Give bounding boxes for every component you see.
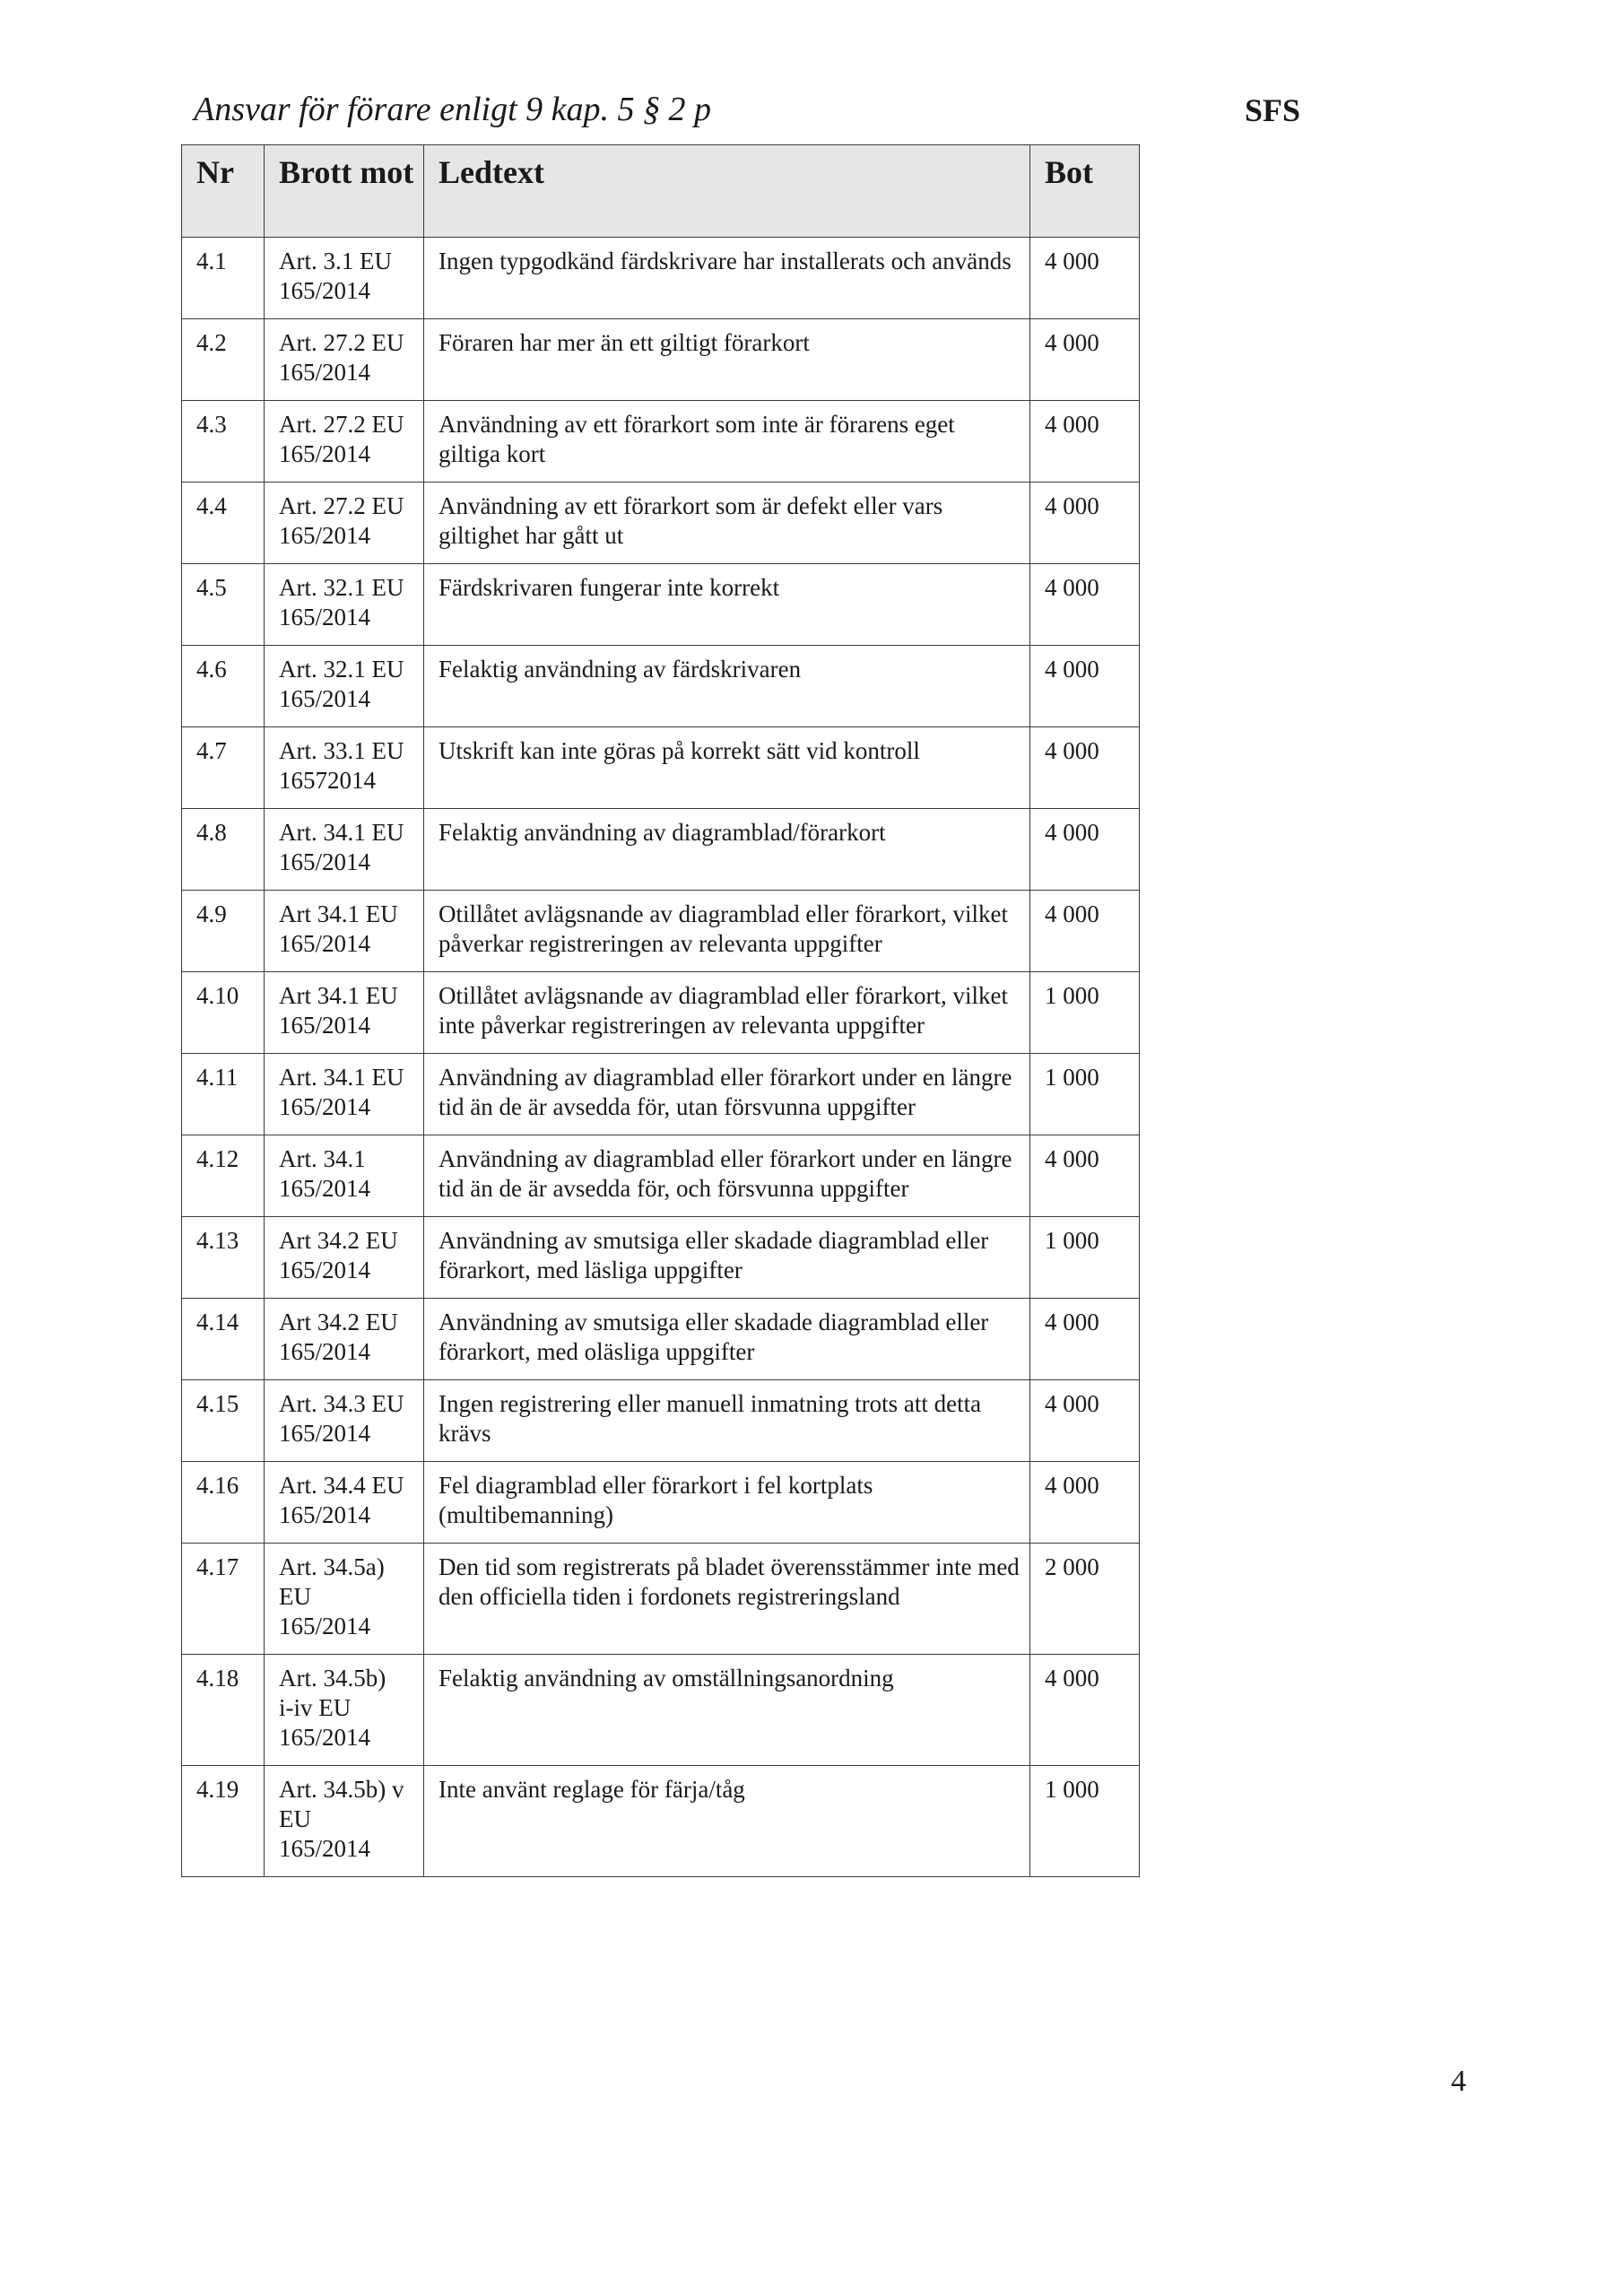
cell-ledtext: Användning av diagramblad eller förarkort under en längre tid än de är avsedda för, och försvunna uppgifter xyxy=(424,1135,1030,1217)
cell-nr: 4.19 xyxy=(182,1766,265,1877)
page-heading: Ansvar för förare enligt 9 kap. 5 § 2 p xyxy=(194,91,711,128)
cell-nr: 4.11 xyxy=(182,1054,265,1135)
cell-ledtext: Felaktig användning av omställningsanordning xyxy=(424,1655,1030,1766)
table-row xyxy=(182,238,1140,319)
cell-ledtext: Användning av smutsiga eller skadade diagramblad eller förarkort, med oläsliga uppgifter xyxy=(424,1299,1030,1380)
cell-brott: Art. 34.1 165/2014 xyxy=(265,1135,424,1217)
cell-ledtext: Inte använt reglage för färja/tåg xyxy=(424,1766,1030,1877)
cell-brott: Art 34.1 EU 165/2014 xyxy=(265,891,424,972)
cell-brott: Art. 34.4 EU 165/2014 xyxy=(265,1462,424,1544)
cell-ledtext: Fel diagramblad eller förarkort i fel kortplats (multibemanning) xyxy=(424,1462,1030,1544)
cell-ledtext: Felaktig användning av diagramblad/förarkort xyxy=(424,809,1030,891)
cell-bot: 4 000 xyxy=(1030,1462,1140,1544)
cell-nr: 4.13 xyxy=(182,1217,265,1299)
table-row xyxy=(182,401,1140,483)
table-row xyxy=(182,1462,1140,1544)
cell-bot: 4 000 xyxy=(1030,1655,1140,1766)
cell-nr: 4.3 xyxy=(182,401,265,483)
cell-nr: 4.10 xyxy=(182,972,265,1054)
cell-ledtext: Användning av diagramblad eller förarkort under en längre tid än de är avsedda för, utan försvunna uppgifter xyxy=(424,1054,1030,1135)
cell-bot: 4 000 xyxy=(1030,1380,1140,1462)
cell-brott: Art. 34.3 EU 165/2014 xyxy=(265,1380,424,1462)
cell-bot: 4 000 xyxy=(1030,727,1140,809)
cell-brott: Art 34.2 EU 165/2014 xyxy=(265,1217,424,1299)
cell-brott: Art. 34.5b) v EU 165/2014 xyxy=(265,1766,424,1877)
cell-nr: 4.5 xyxy=(182,564,265,646)
cell-nr: 4.6 xyxy=(182,646,265,727)
table-row xyxy=(182,891,1140,972)
column-header-bot: Bot xyxy=(1030,145,1140,238)
cell-nr: 4.7 xyxy=(182,727,265,809)
table-row xyxy=(182,564,1140,646)
cell-ledtext: Ingen registrering eller manuell inmatning trots att detta krävs xyxy=(424,1380,1030,1462)
cell-bot: 4 000 xyxy=(1030,401,1140,483)
cell-bot: 4 000 xyxy=(1030,483,1140,564)
cell-nr: 4.4 xyxy=(182,483,265,564)
table-row xyxy=(182,1766,1140,1877)
column-header-ledtext: Ledtext xyxy=(424,145,1030,238)
cell-ledtext: Användning av smutsiga eller skadade diagramblad eller förarkort, med läsliga uppgifter xyxy=(424,1217,1030,1299)
cell-nr: 4.14 xyxy=(182,1299,265,1380)
table-row xyxy=(182,809,1140,891)
cell-brott: Art. 33.1 EU 16572014 xyxy=(265,727,424,809)
cell-ledtext: Otillåtet avlägsnande av diagramblad eller förarkort, vilket påverkar registreringen av relevanta uppgifter xyxy=(424,891,1030,972)
table-row xyxy=(182,1054,1140,1135)
cell-nr: 4.16 xyxy=(182,1462,265,1544)
cell-bot: 2 000 xyxy=(1030,1544,1140,1655)
cell-ledtext: Den tid som registrerats på bladet överensstämmer inte med den officiella tiden i fordonets registreringsland xyxy=(424,1544,1030,1655)
cell-bot: 4 000 xyxy=(1030,1299,1140,1380)
cell-brott: Art. 34.1 EU 165/2014 xyxy=(265,809,424,891)
fines-table xyxy=(181,144,1140,1877)
table-row xyxy=(182,1544,1140,1655)
table-row xyxy=(182,646,1140,727)
table-row xyxy=(182,1655,1140,1766)
table-row xyxy=(182,1299,1140,1380)
cell-bot: 4 000 xyxy=(1030,891,1140,972)
table-row xyxy=(182,972,1140,1054)
cell-nr: 4.2 xyxy=(182,319,265,401)
cell-brott: Art. 32.1 EU 165/2014 xyxy=(265,646,424,727)
cell-nr: 4.8 xyxy=(182,809,265,891)
cell-ledtext: Felaktig användning av färdskrivaren xyxy=(424,646,1030,727)
cell-nr: 4.18 xyxy=(182,1655,265,1766)
table-header-row xyxy=(182,145,1140,238)
cell-bot: 1 000 xyxy=(1030,1766,1140,1877)
cell-brott: Art 34.2 EU 165/2014 xyxy=(265,1299,424,1380)
cell-brott: Art. 27.2 EU 165/2014 xyxy=(265,483,424,564)
cell-brott: Art 34.1 EU 165/2014 xyxy=(265,972,424,1054)
cell-nr: 4.12 xyxy=(182,1135,265,1217)
cell-bot: 1 000 xyxy=(1030,972,1140,1054)
cell-ledtext: Utskrift kan inte göras på korrekt sätt vid kontroll xyxy=(424,727,1030,809)
table-row xyxy=(182,727,1140,809)
column-header-brott-mot: Brott mot xyxy=(265,145,424,238)
cell-nr: 4.17 xyxy=(182,1544,265,1655)
cell-bot: 4 000 xyxy=(1030,319,1140,401)
column-header-nr: Nr xyxy=(182,145,265,238)
cell-bot: 1 000 xyxy=(1030,1054,1140,1135)
cell-brott: Art. 34.1 EU 165/2014 xyxy=(265,1054,424,1135)
cell-nr: 4.9 xyxy=(182,891,265,972)
cell-ledtext: Otillåtet avlägsnande av diagramblad eller förarkort, vilket inte påverkar registreringen av relevanta uppgifter xyxy=(424,972,1030,1054)
table-row xyxy=(182,1380,1140,1462)
cell-ledtext: Föraren har mer än ett giltigt förarkort xyxy=(424,319,1030,401)
cell-bot: 4 000 xyxy=(1030,809,1140,891)
cell-brott: Art. 34.5a) EU 165/2014 xyxy=(265,1544,424,1655)
cell-bot: 4 000 xyxy=(1030,646,1140,727)
table-row xyxy=(182,319,1140,401)
cell-ledtext: Användning av ett förarkort som är defekt eller vars giltighet har gått ut xyxy=(424,483,1030,564)
page-number: 4 xyxy=(1451,2065,1466,2098)
table-row xyxy=(182,483,1140,564)
cell-brott: Art. 27.2 EU 165/2014 xyxy=(265,319,424,401)
cell-bot: 4 000 xyxy=(1030,1135,1140,1217)
cell-brott: Art. 27.2 EU 165/2014 xyxy=(265,401,424,483)
cell-ledtext: Ingen typgodkänd färdskrivare har installerats och används xyxy=(424,238,1030,319)
series-label: SFS xyxy=(1245,92,1301,128)
cell-bot: 4 000 xyxy=(1030,564,1140,646)
cell-nr: 4.1 xyxy=(182,238,265,319)
cell-ledtext: Färdskrivaren fungerar inte korrekt xyxy=(424,564,1030,646)
table-row xyxy=(182,1217,1140,1299)
cell-brott: Art. 34.5b) i-iv EU 165/2014 xyxy=(265,1655,424,1766)
cell-brott: Art. 3.1 EU 165/2014 xyxy=(265,238,424,319)
table-row xyxy=(182,1135,1140,1217)
cell-bot: 4 000 xyxy=(1030,238,1140,319)
cell-bot: 1 000 xyxy=(1030,1217,1140,1299)
cell-ledtext: Användning av ett förarkort som inte är förarens eget giltiga kort xyxy=(424,401,1030,483)
cell-brott: Art. 32.1 EU 165/2014 xyxy=(265,564,424,646)
cell-nr: 4.15 xyxy=(182,1380,265,1462)
